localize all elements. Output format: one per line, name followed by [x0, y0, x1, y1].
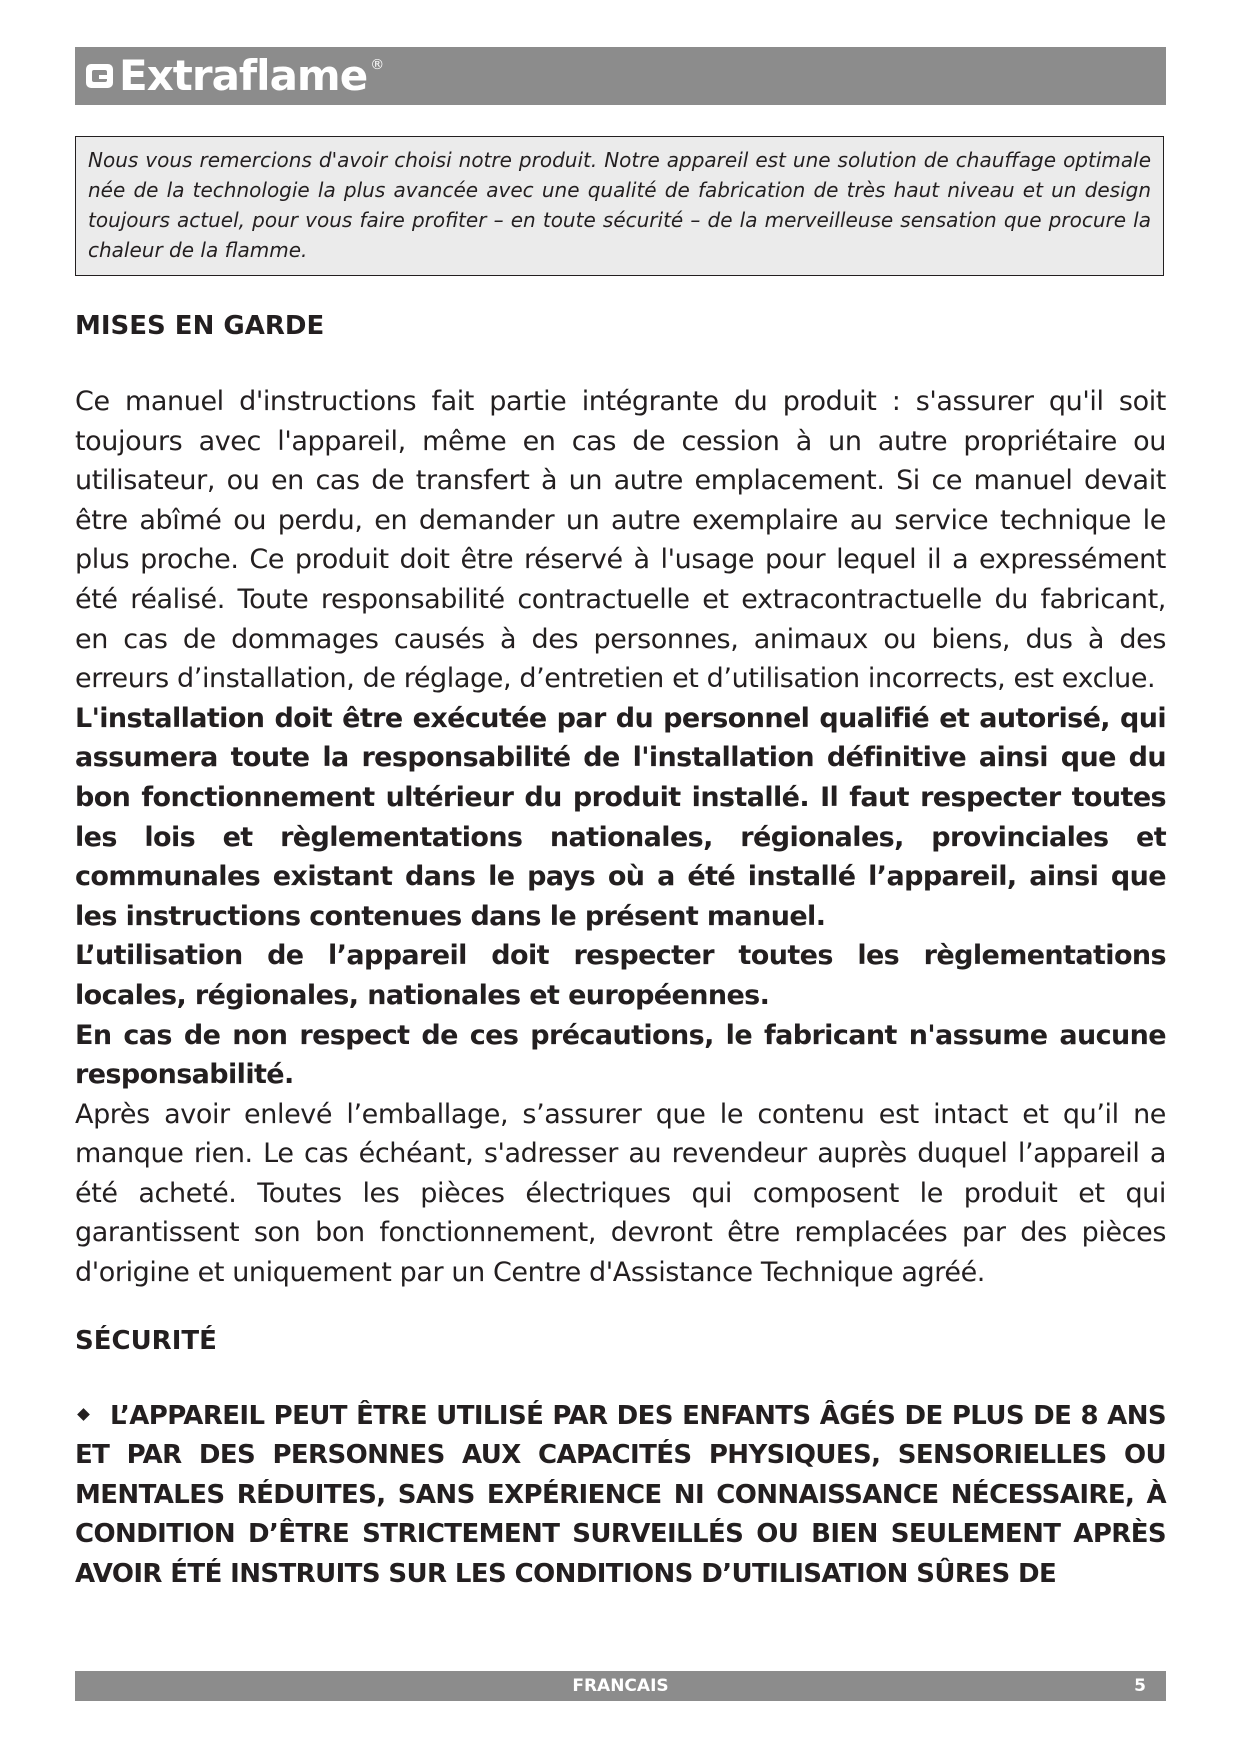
safety-bullet-1-text: L’APPAREIL PEUT ÊTRE UTILISÉ PAR DES ENFANTS ÂGÉS DE PLUS DE 8 ANS ET PAR DES PERSONNES AUX CAPACITÉS PHYSIQUES, SENSORIELLES OU MENTALES RÉDUITES, SANS EXPÉRIENCE NI CONNAISSANCE NÉCESSAIRE, À CONDITION D’ÊTRE STRICTEMENT SURVEILLÉS OU BIEN SEULEMENT APRÈS AVOIR ÉTÉ INSTRUITS SUR LES CONDITIONS D’UTILISATION SÛRES DE [75, 1400, 1166, 1590]
warnings-bold-installation: L'installation doit être exécutée par du personnel qualifié et autorisé, qui assumera toute la responsabilité de l'installation définitive ainsi que du bon fonctionnement ultérieur du produit installé. Il faut respecter toutes les lois et règlementations nationales, régionales, provinciales et communales existant dans le pays où a été installé l’appareil, ainsi que les instructions contenues dans le présent manuel. [75, 702, 1166, 932]
header-bar [75, 47, 1166, 105]
safety-bullet-1 [75, 1397, 1166, 1595]
warnings-bold-liability: En cas de non respect de ces précautions, le fabricant n'assume aucune responsabilité. [75, 1019, 1166, 1091]
registered-mark: ® [370, 57, 385, 73]
section-title-safety: SÉCURITÉ [75, 1325, 217, 1356]
section-title-warnings: MISES EN GARDE [75, 311, 325, 341]
warnings-paragraph-2: Après avoir enlevé l’emballage, s’assurer que le contenu est intact et qu’il ne manque rien. Le cas échéant, s'adresser au revendeur auprès duquel l’appareil a été acheté. Toutes les pièces électriques qui composent le produit et qui garantissent son bon fonctionnement, devront être remplacées par des pièces d'origine et uniquement par un Centre d'Assistance Technique agréé. [75, 1098, 1166, 1289]
intro-box: Nous vous remercions d'avoir choisi notre produit. Notre appareil est une solution de chauffage optimale née de la technologie la plus avancée avec une qualité de fabrication de très haut niveau et un design toujours actuel, pour vous faire profiter – en toute sécurité – de la merveilleuse sensation que procure la chaleur de la flamme. [75, 136, 1164, 276]
main-content [75, 308, 1166, 1595]
page-number: 5 [1134, 1676, 1146, 1696]
footer-language: FRANCAIS [572, 1676, 669, 1696]
warnings-paragraph-1: Ce manuel d'instructions fait partie intégrante du produit : s'assurer qu'il soit toujours avec l'appareil, même en cas de cession à un autre propriétaire ou utilisateur, ou en cas de transfert à un autre emplacement. Si ce manuel devait être abîmé ou perdu, en demander un autre exemplaire au service technique le plus proche. Ce produit doit être réservé à l'usage pour lequel il a expressément été réalisé. Toute responsabilité contractuelle et extracontractuelle du fabricant, en cas de dommages causés à des personnes, animaux ou biens, dus à des erreurs d’installation, de réglage, d’entretien et d’utilisation incorrects, est exclue. [75, 386, 1166, 695]
logo-text: Extraflame [119, 51, 368, 100]
warnings-bold-regulations: L’utilisation de l’appareil doit respecter toutes les règlementations locales, régionales, nationales et européennes. [75, 940, 1166, 1011]
footer-bar [75, 1671, 1166, 1701]
brand-logo [85, 53, 384, 99]
logo-mark-icon [85, 61, 115, 91]
bullet-diamond-icon [77, 1408, 90, 1421]
